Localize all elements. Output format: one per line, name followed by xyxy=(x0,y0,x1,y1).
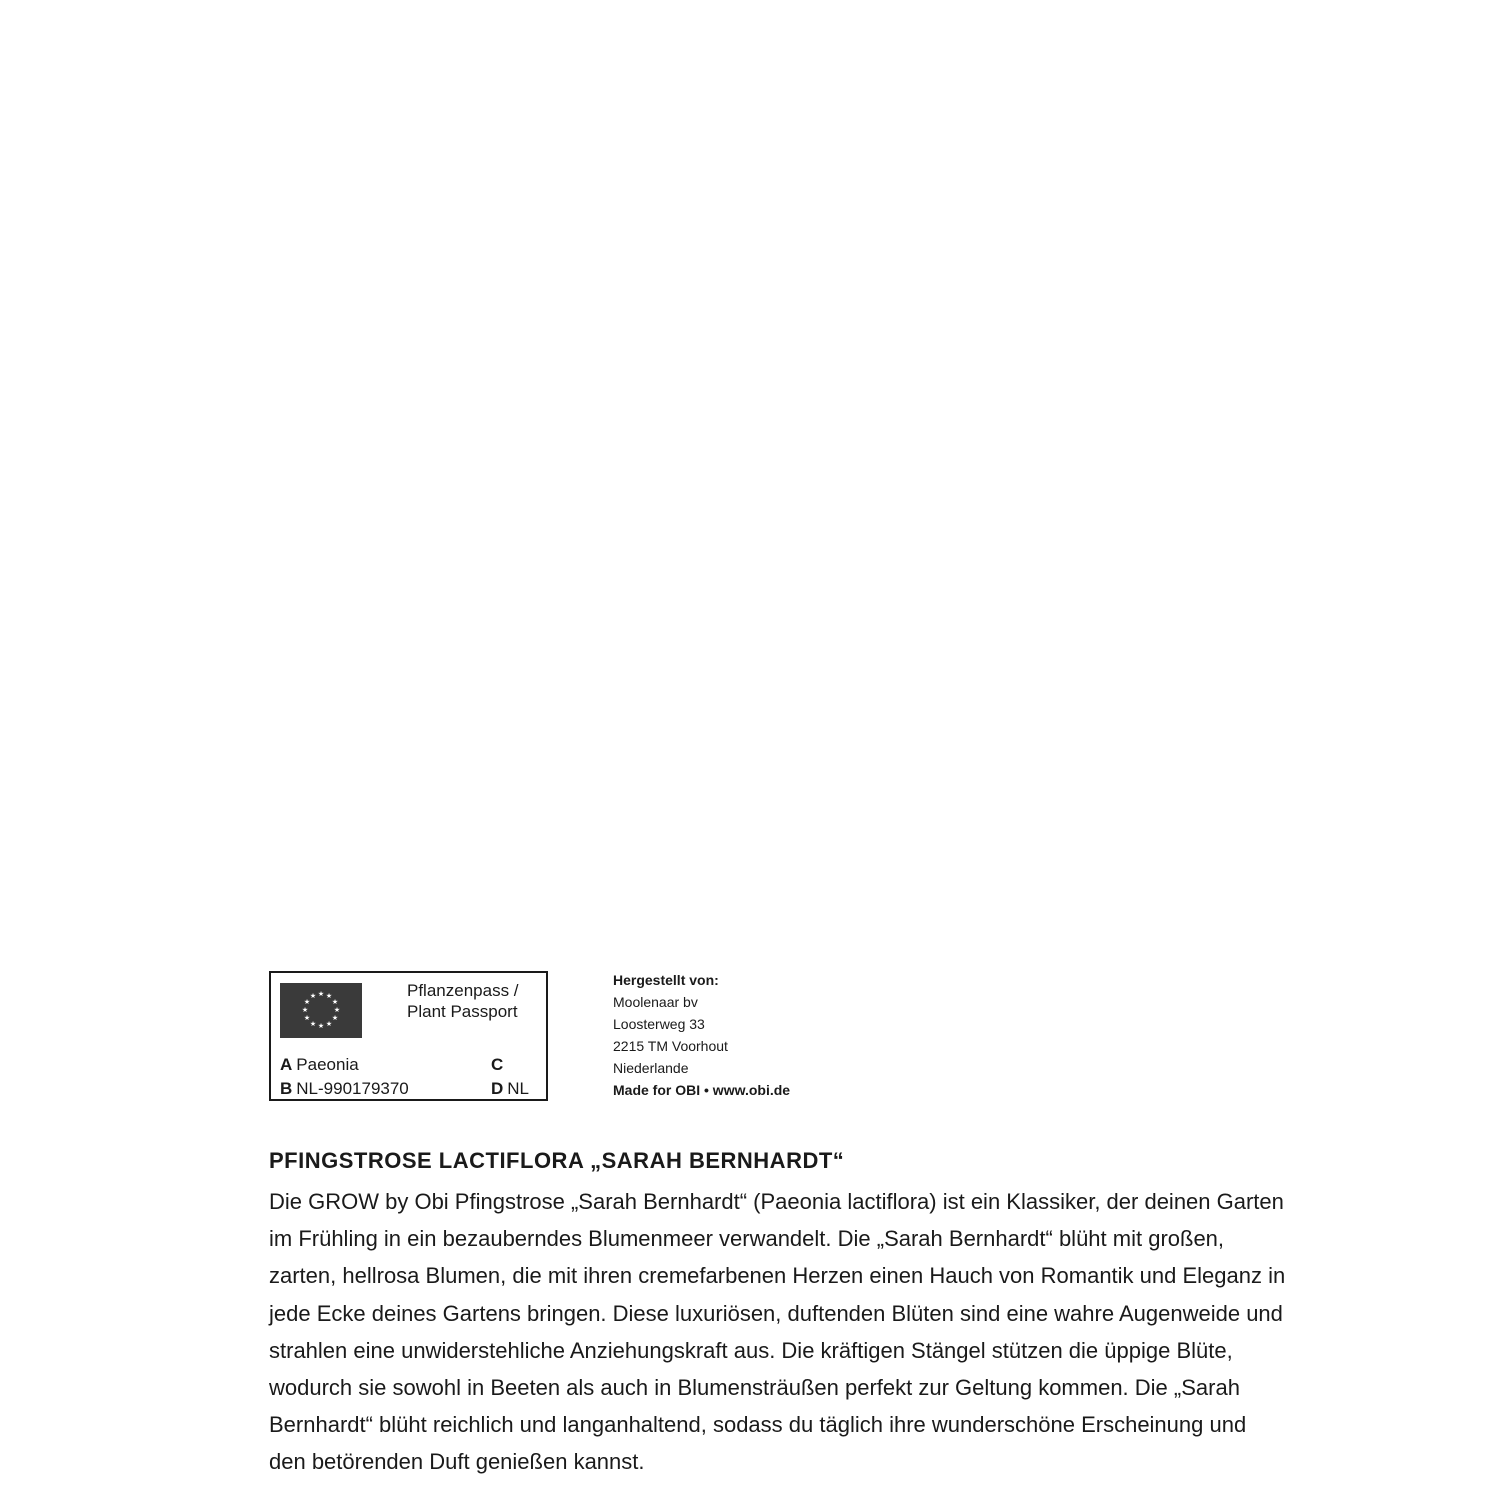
description-line: den betörenden Duft genießen kannst. xyxy=(269,1449,645,1475)
manufacturer-heading: Hergestellt von: xyxy=(613,972,719,988)
passport-title xyxy=(407,980,537,1022)
product-description xyxy=(269,1183,1286,1481)
svg-text:★: ★ xyxy=(317,1022,325,1030)
field-d-value: NL xyxy=(507,1079,530,1098)
passport-field-d xyxy=(491,1079,529,1099)
field-a-value: Paeonia xyxy=(296,1055,359,1074)
field-d-key: D xyxy=(491,1079,504,1098)
svg-text:★: ★ xyxy=(309,1020,317,1028)
field-a-key: A xyxy=(280,1055,293,1074)
made-for-line: Made for OBI • www.obi.de xyxy=(613,1082,791,1098)
manufacturer-city: 2215 TM Voorhout xyxy=(613,1038,728,1054)
passport-field-b xyxy=(280,1079,409,1099)
manufacturer-country: Niederlande xyxy=(613,1060,689,1076)
description-line: strahlen eine unwiderstehliche Anziehungskraft aus. Die kräftigen Stängel stützen die üppige Blüte, xyxy=(269,1337,1233,1363)
field-b-key: B xyxy=(280,1079,293,1098)
svg-text:★: ★ xyxy=(303,998,311,1006)
description-line: Bernhardt“ blüht reichlich und langanhaltend, sodass du täglich ihre wunderschöne Erscheinung und xyxy=(269,1412,1247,1438)
passport-field-c xyxy=(491,1055,507,1075)
svg-text:★: ★ xyxy=(309,992,317,1000)
svg-text:★: ★ xyxy=(301,1006,309,1014)
eu-flag-icon xyxy=(280,983,362,1038)
description-line: wodurch sie sowohl in Beeten als auch in Blumensträußen perfekt zur Geltung kommen. Die „Sarah xyxy=(269,1375,1240,1401)
field-c-key: C xyxy=(491,1055,504,1074)
svg-text:★: ★ xyxy=(331,1014,339,1022)
description-line: zarten, hellrosa Blumen, die mit ihren cremefarbenen Herzen einen Hauch von Romantik und Eleganz in xyxy=(269,1263,1286,1289)
plant-passport-box xyxy=(269,971,548,1101)
svg-text:★: ★ xyxy=(331,998,339,1006)
svg-text:★: ★ xyxy=(325,1020,333,1028)
manufacturer-street: Loosterweg 33 xyxy=(613,1016,705,1032)
description-line: im Frühling in ein bezauberndes Blumenmeer verwandelt. Die „Sarah Bernhardt“ blüht mit großen, xyxy=(269,1226,1225,1252)
description-line: jede Ecke deines Gartens bringen. Diese luxuriösen, duftenden Blüten sind eine wahre Augenweide und xyxy=(269,1300,1283,1326)
svg-text:★: ★ xyxy=(325,992,333,1000)
svg-text:★: ★ xyxy=(333,1006,341,1014)
field-b-value: NL-990179370 xyxy=(296,1079,409,1098)
product-title: PFINGSTROSE LACTIFLORA „SARAH BERNHARDT“ xyxy=(269,1148,845,1173)
eu-flag-graphic xyxy=(280,983,362,1038)
description-line: Die GROW by Obi Pfingstrose „Sarah Bernhardt“ (Paeonia lactiflora) ist ein Klassiker, der deinen Garten xyxy=(269,1189,1284,1214)
svg-text:★: ★ xyxy=(317,990,325,998)
manufacturer-name: Moolenaar bv xyxy=(613,994,698,1010)
passport-field-a xyxy=(280,1055,359,1075)
manufacturer-info xyxy=(613,969,790,1101)
svg-text:★: ★ xyxy=(303,1014,311,1022)
passport-title-line1: Pflanzenpass / xyxy=(407,981,519,1000)
passport-title-line2: Plant Passport xyxy=(407,1002,518,1021)
